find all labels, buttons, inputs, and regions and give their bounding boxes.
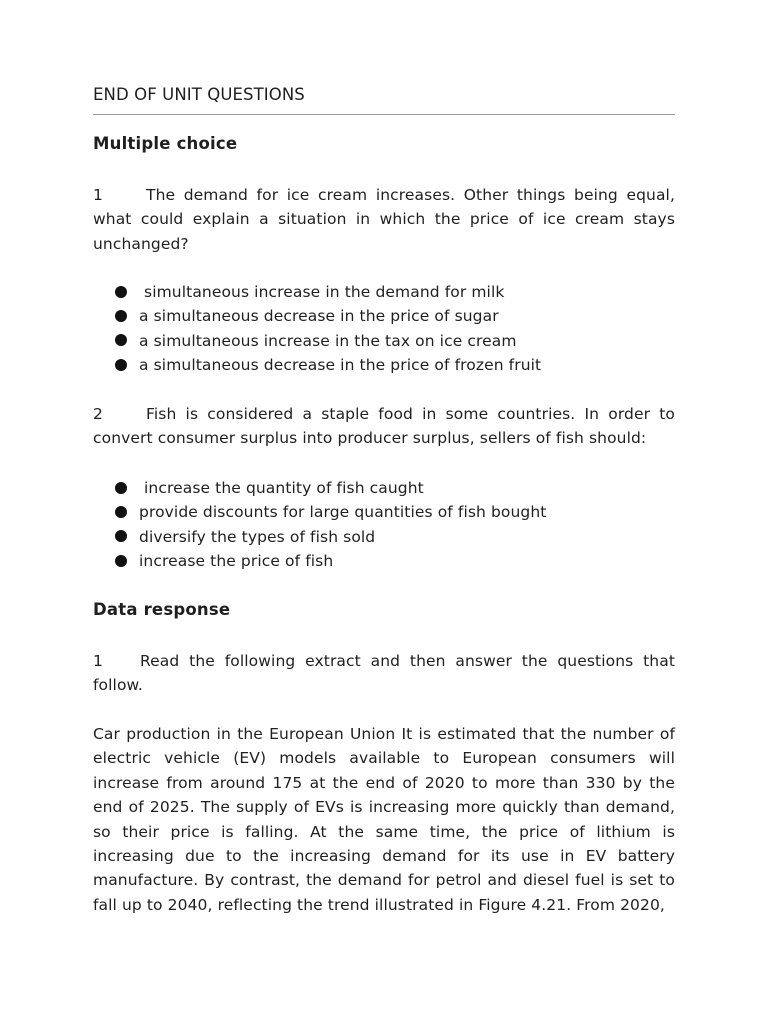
list-item [115, 304, 541, 328]
question-number: 2 [93, 405, 103, 423]
question-2 [93, 402, 675, 451]
list-item [115, 476, 546, 500]
title-divider [93, 114, 675, 115]
option-text: a simultaneous increase in the tax on ice cream [139, 331, 517, 350]
bullet-icon [115, 310, 127, 322]
extract-paragraph: Car production in the European Union It is estimated that the number of electric vehicle (EV) models available to European consumers will increase from around 175 at the end of 2020 to more than 330 by the end of 2025. The supply of EVs is increasing more quickly than demand, so their price is falling. At the same time, the price of lithium is increasing due to the increasing demand for its use in EV battery manufacture. By contrast, the demand for petrol and diesel fuel is set to fall up to 2040, reflecting the trend illustrated in Figure 4.21. From 2020, [93, 725, 675, 914]
question-text: Fish is considered a staple food in some countries. In order to convert consumer surplus into producer surplus, sellers of fish should: [93, 405, 675, 448]
option-text: diversify the types of fish sold [139, 527, 376, 546]
list-item [115, 329, 541, 353]
list-item [115, 525, 546, 549]
option-text: a simultaneous decrease in the price of sugar [139, 307, 499, 326]
question-number: 1 [93, 186, 103, 204]
list-item [115, 549, 546, 573]
bullet-icon [115, 334, 127, 346]
question-number: 1 [93, 652, 103, 670]
bullet-icon [115, 359, 127, 371]
section-heading-data-response: Data response [93, 600, 231, 619]
bullet-icon [115, 482, 127, 494]
list-item [115, 353, 541, 377]
option-text: a simultaneous decrease in the price of frozen fruit [139, 356, 542, 375]
question-text: The demand for ice cream increases. Other things being equal, what could explain a situation in which the price of ice cream stays unchanged? [93, 186, 675, 253]
bullet-icon [115, 555, 127, 567]
page-title: END OF UNIT QUESTIONS [93, 85, 305, 104]
section-heading-multiple-choice: Multiple choice [93, 134, 238, 153]
question-1-options [115, 280, 541, 378]
bullet-icon [115, 530, 127, 542]
list-item [115, 500, 546, 524]
option-text: provide discounts for large quantities of fish bought [139, 503, 547, 522]
option-text: increase the quantity of fish caught [139, 479, 424, 497]
bullet-icon [115, 286, 127, 298]
question-1 [93, 183, 675, 256]
option-text: simultaneous increase in the demand for milk [139, 283, 505, 301]
list-item [115, 280, 541, 304]
question-text: Read the following extract and then answer the questions that follow. [93, 652, 675, 695]
data-response-question-1 [93, 649, 675, 698]
bullet-icon [115, 506, 127, 518]
question-2-options [115, 476, 546, 574]
option-text: increase the price of fish [139, 552, 334, 571]
